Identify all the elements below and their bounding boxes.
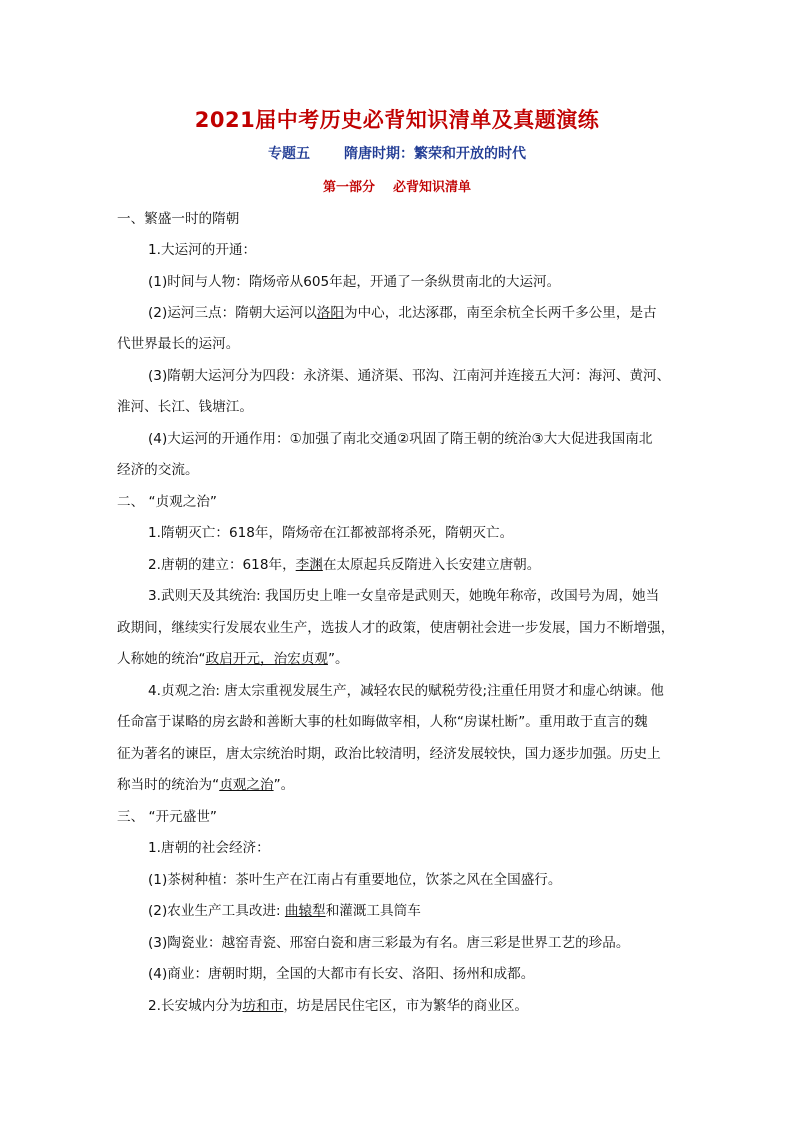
- underlined-term: 坊和市: [242, 998, 284, 1014]
- text-line: [148, 240, 256, 260]
- line-text: 2.长安城内分为: [148, 998, 243, 1014]
- text-line: [148, 586, 659, 606]
- text-line: [148, 933, 629, 953]
- line-text-continued: 为中心，北达涿郡，南至余杭全长两千多公里，是古: [343, 305, 657, 321]
- line-text: 称当时的统治为“: [117, 777, 220, 793]
- line-text: 政期间，继续实行发展农业生产，选拔人才的政策，使唐朝社会进一步发展，国力不断增强，: [117, 620, 675, 636]
- text-line: [148, 681, 664, 701]
- text-line: [148, 870, 561, 890]
- line-text: 三、 “开元盛世”: [117, 809, 217, 825]
- text-line: [148, 303, 657, 323]
- text-line: [148, 555, 540, 575]
- topic-subtitle: [0, 143, 794, 163]
- text-line: [117, 649, 349, 669]
- line-text: 1.隋朝灭亡：618年，隋炀帝在江都被部将杀死，隋朝灭亡。: [148, 525, 514, 541]
- line-text: 2.唐朝的建立：618年，: [148, 557, 296, 573]
- line-text: 淮河、长江、钱塘江。: [117, 399, 253, 415]
- text-line: [148, 838, 270, 858]
- text-line: [148, 272, 560, 292]
- part-name: 必背知识清单: [393, 180, 472, 195]
- text-line: [117, 618, 674, 638]
- line-text: (2)运河三点：隋朝大运河以: [148, 305, 317, 321]
- line-text: (3)隋朝大运河分为四段：永济渠、通济渠、邗沟、江南河并连接五大河：海河、黄河、: [148, 368, 671, 384]
- line-text-continued: ”。: [273, 777, 295, 793]
- line-text-continued: ，坊是居民住宅区，市为繁华的商业区。: [283, 998, 529, 1014]
- line-text: 人称她的统治“: [117, 651, 206, 667]
- topic-name: 隋唐时期：繁荣和开放的时代: [344, 146, 526, 162]
- text-line: [148, 523, 513, 543]
- line-text: 经济的交流。: [117, 462, 199, 478]
- part-heading: [0, 176, 794, 195]
- line-text: 3.武则天及其统治: 我国历史上唯一女皇帝是武则天，她晚年称帝，改国号为周，她当: [148, 588, 660, 604]
- text-line: [148, 366, 670, 386]
- line-text: 1.大运河的开通：: [148, 242, 257, 258]
- line-text-continued: ”。: [327, 651, 349, 667]
- line-text: 代世界最长的运河。: [117, 336, 240, 352]
- line-text: (3)陶瓷业：越窑青瓷、邢窑白瓷和唐三彩最为有名。唐三彩是世界工艺的珍品。: [148, 935, 630, 951]
- line-text: 4.贞观之治: 唐太宗重视发展生产，减轻农民的赋税劳役;注重任用贤才和虚心纳谏。他: [148, 683, 664, 699]
- text-line: [117, 492, 217, 512]
- underlined-term: 贞观之治: [219, 777, 274, 793]
- line-text-continued: 和灌溉工具筒车: [325, 903, 421, 919]
- line-text: 任命富于谋略的房玄龄和善断大事的杜如晦做宰相，人称“房谋杜断”。重用敢于直言的魏: [117, 714, 648, 730]
- text-line: [148, 996, 528, 1016]
- text-line: [117, 397, 253, 417]
- topic-number: 专题五: [268, 146, 310, 162]
- text-line: [148, 429, 652, 449]
- line-text: (2)农业生产工具改进:: [148, 903, 285, 919]
- text-line: [148, 964, 534, 984]
- text-line: [117, 775, 294, 795]
- underlined-term: 曲辕犁: [284, 903, 326, 919]
- underlined-term: 李渊: [295, 557, 323, 573]
- line-text: (4)大运河的开通作用：①加强了南北交通②巩固了隋王朝的统治③大大促进我国南北: [148, 431, 653, 447]
- text-line: [148, 901, 421, 921]
- text-line: [117, 807, 217, 827]
- text-line: [117, 209, 239, 229]
- underlined-term: 政启开元，治宏贞观: [205, 651, 328, 667]
- text-line: [117, 334, 239, 354]
- text-line: [117, 712, 648, 732]
- document-title: 2021届中考历史必背知识清单及真题演练: [194, 108, 600, 132]
- line-text: 征为著名的谏臣，唐太宗统治时期，政治比较清明，经济发展较快，国力逐步加强。历史上: [117, 746, 661, 762]
- part-label: 第一部分: [322, 180, 375, 195]
- line-text: 二、 “贞观之治”: [117, 494, 217, 510]
- line-text: (1)时间与人物：隋炀帝从605年起，开通了一条纵贯南北的大运河。: [148, 274, 561, 290]
- line-text: 一、繁盛一时的隋朝: [117, 211, 240, 227]
- text-line: [117, 744, 661, 764]
- text-line: [117, 460, 199, 480]
- line-text-continued: 在太原起兵反隋进入长安建立唐朝。: [322, 557, 541, 573]
- line-text: (1)茶树种植：茶叶生产在江南占有重要地位，饮茶之风在全国盛行。: [148, 872, 562, 888]
- line-text: 1.唐朝的社会经济：: [148, 840, 270, 856]
- line-text: (4)商业：唐朝时期，全国的大都市有长安、洛阳、扬州和成都。: [148, 966, 535, 982]
- underlined-term: 洛阳: [316, 305, 344, 321]
